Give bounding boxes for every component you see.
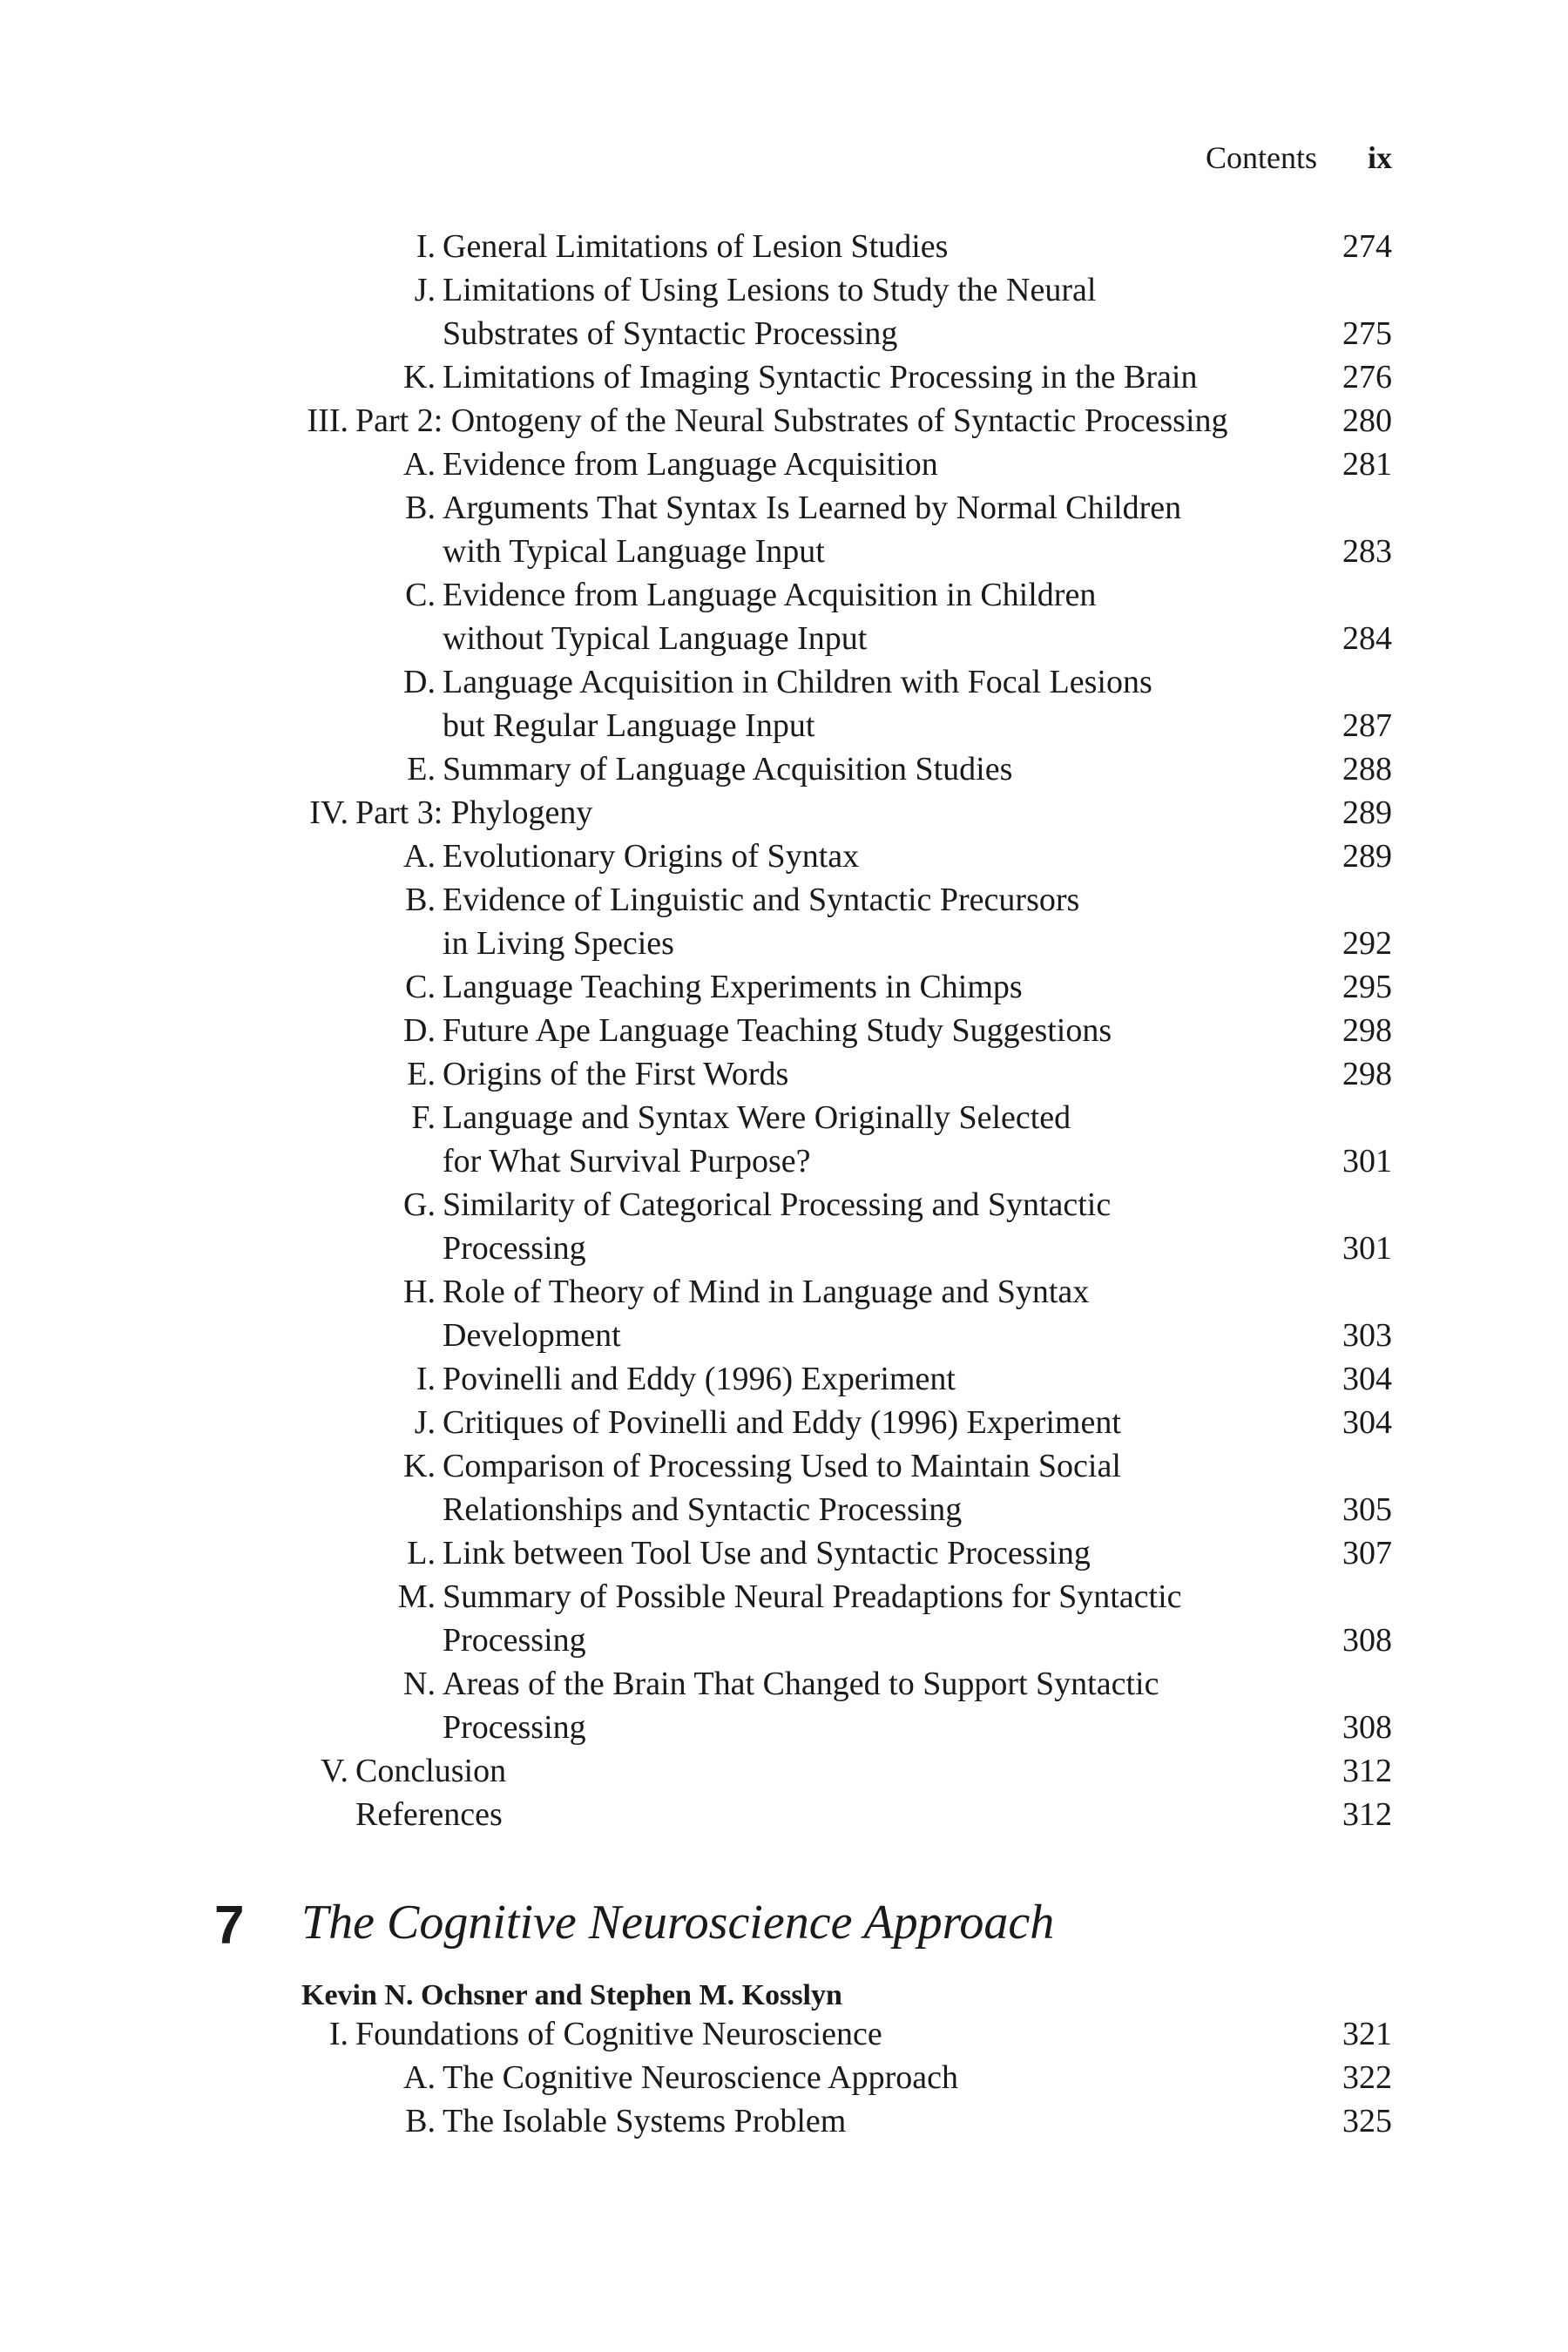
toc-entry-label: N. (403, 1666, 436, 1702)
toc-entry-page: 280 (1342, 402, 1392, 439)
toc-entry-text: Comparison of Processing Used to Maintain Social (443, 1448, 1121, 1484)
toc-entry-page: 289 (1342, 838, 1392, 875)
toc-entry (0, 1357, 1568, 1401)
toc-entry (0, 573, 1568, 617)
toc-entry-label: A. (403, 838, 436, 875)
toc-entry-continuation (0, 312, 1568, 355)
toc-entry-label: G. (403, 1186, 436, 1223)
toc-entry-page: 298 (1342, 1056, 1392, 1092)
toc-entry-page: 325 (1342, 2103, 1392, 2139)
toc-entry-text: Processing (443, 1230, 586, 1267)
toc-entry (0, 1009, 1568, 1052)
toc-entry (0, 747, 1568, 791)
toc-entry-page: 288 (1342, 751, 1392, 787)
toc-entry-text: without Typical Language Input (443, 620, 868, 657)
toc-entry-text: Arguments That Syntax Is Learned by Normal Children (443, 490, 1182, 526)
toc-entry-page: 276 (1342, 359, 1392, 395)
toc-entry-page: 292 (1342, 925, 1392, 962)
toc-entry (0, 965, 1568, 1009)
chapter-toc (0, 2012, 1568, 2143)
toc-entry (0, 660, 1568, 704)
toc-entry-text: Evidence from Language Acquisition (443, 446, 938, 483)
toc-entry-text: Limitations of Imaging Syntactic Processing in the Brain (443, 359, 1198, 395)
toc-section (0, 399, 1568, 443)
toc-entry-label: J. (414, 272, 436, 308)
toc-entry-text: Limitations of Using Lesions to Study the Neural (443, 272, 1097, 308)
toc-entry-page: 307 (1342, 1535, 1392, 1571)
toc-entry-label: L. (407, 1535, 436, 1571)
toc-entry-text: Language Teaching Experiments in Chimps (443, 969, 1023, 1005)
toc-entry-text: Language and Syntax Were Originally Selected (443, 1099, 1071, 1136)
toc-entry-label: F. (411, 1099, 436, 1136)
toc-entry-text: Conclusion (355, 1753, 507, 1789)
toc-entry-label: IV. (309, 794, 348, 831)
toc-entry-label: D. (403, 664, 436, 700)
toc-entry-text: Substrates of Syntactic Processing (443, 315, 898, 352)
toc-entry (0, 1270, 1568, 1314)
toc-section (0, 791, 1568, 835)
toc-entry (0, 1401, 1568, 1444)
toc-entry-page: 322 (1342, 2059, 1392, 2096)
toc-entry (0, 268, 1568, 312)
toc-section (0, 2012, 1568, 2056)
toc-entry (0, 443, 1568, 486)
toc-entry-label: D. (403, 1012, 436, 1049)
toc-entry-text: Povinelli and Eddy (1996) Experiment (443, 1361, 956, 1397)
toc-entry-continuation (0, 1488, 1568, 1531)
toc-entry-text: Origins of the First Words (443, 1056, 789, 1092)
toc-entry-continuation (0, 1139, 1568, 1183)
toc-entry-label: B. (405, 882, 436, 918)
toc-entry-text: Future Ape Language Teaching Study Suggestions (443, 1012, 1112, 1049)
chapter-number: 7 (214, 1896, 245, 1956)
chapter-authors: Kevin N. Ochsner and Stephen M. Kosslyn (301, 1979, 842, 2011)
toc-entry-text: Language Acquisition in Children with Focal Lesions (443, 664, 1152, 700)
toc-entry (0, 1662, 1568, 1706)
toc-entry-label: K. (403, 359, 436, 395)
toc-entry-continuation (0, 704, 1568, 747)
toc-entry-continuation (0, 1706, 1568, 1749)
toc-entry (0, 1531, 1568, 1575)
toc-entry-page: 275 (1342, 315, 1392, 352)
toc-entry-continuation (0, 1619, 1568, 1662)
toc-entry-continuation (0, 1314, 1568, 1357)
toc-entry-page: 283 (1342, 533, 1392, 570)
toc-entry-text: Evidence of Linguistic and Syntactic Precursors (443, 882, 1080, 918)
page-number: ix (1367, 140, 1392, 175)
toc-entry-page: 304 (1342, 1361, 1392, 1397)
toc-entry-page: 274 (1342, 228, 1392, 265)
toc-entry-text: Critiques of Povinelli and Eddy (1996) Experiment (443, 1404, 1121, 1441)
toc-entry-page: 298 (1342, 1012, 1392, 1049)
toc-entry-text: References (355, 1796, 503, 1833)
toc-entry-text: Link between Tool Use and Syntactic Processing (443, 1535, 1091, 1571)
toc-entry-continuation (0, 1227, 1568, 1270)
toc-entry-label: J. (414, 1404, 436, 1441)
toc-entry (0, 835, 1568, 878)
toc-entry (0, 486, 1568, 530)
toc-entry-page: 305 (1342, 1491, 1392, 1528)
toc-entry-continuation (0, 530, 1568, 573)
toc-entry-page: 301 (1342, 1230, 1392, 1267)
toc-entry-label: E. (407, 1056, 436, 1092)
toc-entry-page: 303 (1342, 1317, 1392, 1354)
toc-entry-continuation (0, 922, 1568, 965)
toc-entry-text: Processing (443, 1622, 586, 1659)
toc-entry-label: I. (416, 1361, 436, 1397)
toc-entry-text: Part 3: Phylogeny (355, 794, 593, 831)
toc-entry-label: C. (405, 577, 436, 613)
toc-entry-page: 301 (1342, 1143, 1392, 1179)
toc-entry-page: 308 (1342, 1622, 1392, 1659)
toc-entry-page: 308 (1342, 1709, 1392, 1746)
toc-entry-label: H. (403, 1274, 436, 1310)
toc-entry-text: General Limitations of Lesion Studies (443, 228, 949, 265)
toc-entry (0, 1183, 1568, 1227)
toc-entry-label: I. (328, 2016, 348, 2052)
toc-entry-text: Foundations of Cognitive Neuroscience (355, 2016, 882, 2052)
chapter-title: The Cognitive Neuroscience Approach (301, 1896, 1055, 1950)
toc-entry-page: 312 (1342, 1753, 1392, 1789)
toc-entry (0, 1444, 1568, 1488)
toc-entry-text: The Isolable Systems Problem (443, 2103, 847, 2139)
toc-entry-text: Role of Theory of Mind in Language and Syntax (443, 1274, 1090, 1310)
toc-entry-text: Part 2: Ontogeny of the Neural Substrates of Syntactic Processing (355, 402, 1228, 439)
toc-entry-label: C. (405, 969, 436, 1005)
toc-entry-label: I. (416, 228, 436, 265)
toc-entry (0, 878, 1568, 922)
table-of-contents (0, 225, 1568, 1836)
toc-entry (0, 1096, 1568, 1139)
toc-entry-page: 312 (1342, 1796, 1392, 1833)
toc-entry-label: A. (403, 2059, 436, 2096)
toc-section (0, 1749, 1568, 1793)
toc-entry-label: III. (307, 402, 348, 439)
toc-entry-label: M. (397, 1578, 436, 1615)
toc-entry-continuation (0, 617, 1568, 660)
toc-entry (0, 225, 1568, 268)
toc-entry-text: Relationships and Syntactic Processing (443, 1491, 963, 1528)
toc-entry-text: for What Survival Purpose? (443, 1143, 811, 1179)
toc-entry-label: A. (403, 446, 436, 483)
toc-entry-label: E. (407, 751, 436, 787)
toc-entry-text: The Cognitive Neuroscience Approach (443, 2059, 958, 2096)
toc-entry-text: but Regular Language Input (443, 707, 815, 744)
toc-entry (0, 1575, 1568, 1619)
toc-entry-text: Evolutionary Origins of Syntax (443, 838, 860, 875)
toc-entry-text: Areas of the Brain That Changed to Support Syntactic (443, 1666, 1159, 1702)
toc-entry-text: Development (443, 1317, 621, 1354)
toc-entry-page: 284 (1342, 620, 1392, 657)
toc-entry-page: 304 (1342, 1404, 1392, 1441)
running-head-title: Contents (1205, 140, 1317, 175)
toc-entry-label: V. (320, 1753, 348, 1789)
toc-entry (0, 1052, 1568, 1096)
toc-entry-text: Summary of Possible Neural Preadaptions for Syntactic (443, 1578, 1182, 1615)
toc-entry (0, 2056, 1568, 2099)
toc-entry-text: Summary of Language Acquisition Studies (443, 751, 1013, 787)
toc-entry (0, 2099, 1568, 2143)
chapter-heading (0, 1895, 1568, 1964)
toc-entry-text: Processing (443, 1709, 586, 1746)
toc-entry-label: K. (403, 1448, 436, 1484)
toc-entry-text: Similarity of Categorical Processing and Syntactic (443, 1186, 1112, 1223)
toc-entry-text: in Living Species (443, 925, 674, 962)
toc-entry-page: 295 (1342, 969, 1392, 1005)
toc-entry-page: 281 (1342, 446, 1392, 483)
running-head (958, 139, 1392, 178)
toc-entry-text: with Typical Language Input (443, 533, 825, 570)
toc-entry (0, 355, 1568, 399)
toc-entry-label: B. (405, 490, 436, 526)
toc-entry-page: 287 (1342, 707, 1392, 744)
toc-entry-page: 289 (1342, 794, 1392, 831)
toc-entry-page: 321 (1342, 2016, 1392, 2052)
toc-entry-label: B. (405, 2103, 436, 2139)
toc-entry-text: Evidence from Language Acquisition in Children (443, 577, 1097, 613)
toc-references (0, 1793, 1568, 1836)
